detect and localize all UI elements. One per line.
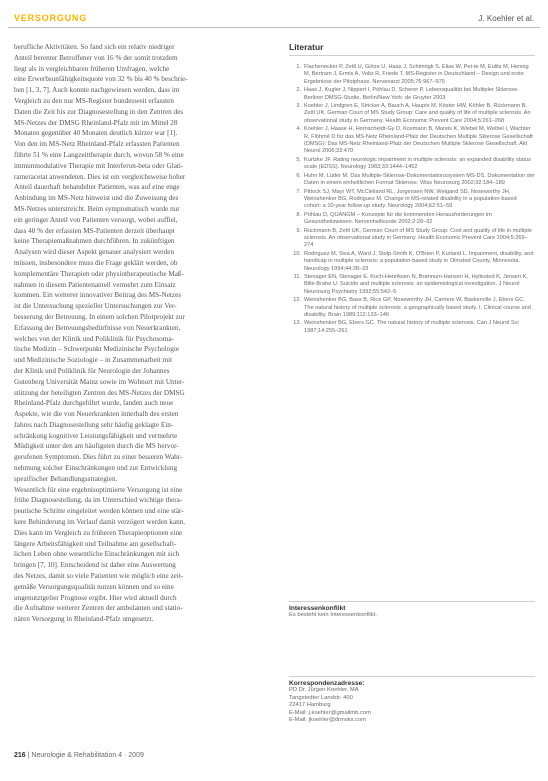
- literature-section: [289, 42, 535, 336]
- reference-text: Huhn M, Lüder M. Das Multiple-Sklerose-Dokumentationssystem MS-DS. Dokumentation der Daten in einem einheitlichen Format Sklerose. Wiss Neurosurg 2002;32:184–189: [304, 172, 535, 187]
- body-line: Jahres nach Diagnosestellung sehr häufig geklagte Ein-: [14, 420, 174, 429]
- reference-number: 7.: [296, 188, 301, 195]
- reference-number: 11.: [293, 273, 301, 280]
- body-line: MS-Netzes der DMSG Rheinland-Pfalz mit im Mittel 28: [14, 118, 178, 127]
- correspondence-address-box: [289, 676, 535, 725]
- body-line: ben [1, 3, 7]. Auch konnte nachgewiesen werden, dass im: [14, 86, 180, 95]
- body-line: frühe Diagnosestellung, da im Unterschied wichtige thera-: [14, 496, 183, 505]
- reference-item: [289, 297, 535, 319]
- body-line: liegt als in vergleichbaren früheren Umfragen, welche: [14, 64, 170, 73]
- reference-item: [289, 274, 535, 296]
- body-line: gemäße Versorgungsqualität nutzen können und so eine: [14, 582, 174, 591]
- body-line: nären Versorgung in Rheinland-Pfalz umgesetzt.: [14, 615, 154, 624]
- body-line: Anbindung im MS-Netz hinweist und die Zuweisung des: [14, 194, 179, 203]
- body-line: ist die Untersuchung spezieller Untersuchungen zur Ver-: [14, 302, 177, 311]
- page-footer: [14, 752, 144, 759]
- body-line: stützung der beteiligten Zentren des MS-Netzes der DMSG: [14, 388, 185, 397]
- body-line: komplementäre Therapien oder physiotherapeutische Maß-: [14, 269, 184, 278]
- body-line: Von den im MS-Netz Rheinland-Pfalz erfassten Patienten: [14, 140, 180, 149]
- body-line: schränkung kognitiver Leistungsfähigkeit und vermehrte: [14, 431, 178, 440]
- reference-number: 2.: [296, 87, 301, 94]
- body-line: nahmen in diesem Patientenanteil vermehrt zum Einsatz: [14, 280, 176, 289]
- body-line: besserung der Betreuung. In einem solchen Pilotprojekt zur: [14, 312, 185, 321]
- address-line: PD Dr. Jürgen Koehler, MA: [289, 687, 359, 693]
- reference-item: [289, 228, 535, 250]
- reference-number: 1.: [296, 64, 301, 70]
- reference-text: Koehler J, Haase H, Hornscheidt-Gy D, Kosmann B, Mareis K, Wiebel M, Weibel I, Wachter R, Flöhmé D für das MS-Netz Rheinland-Pfalz der Deutschen Multiple Sklerose Gesellschaft (DMSG): Das MS-Netz Rheinland-Pfalz der Deutschen Multiple Sklerose Gesellschaft. Akt Neurol 2006;33:470: [304, 126, 533, 155]
- reference-text: Rückmann B, Zettl UK, German Court of MS Study Group: Cost and quality of life in multiple sclerosis. An observational study in Germany. Health Economic Prevent Care 2004;5:269–274: [304, 227, 532, 249]
- reference-number: 6.: [296, 172, 301, 179]
- body-line: die Aufnahme weiterer Zentren der ambulanten und statio-: [14, 604, 183, 613]
- address-line: 22417 Hamburg: [289, 702, 331, 709]
- reference-item: [289, 87, 535, 102]
- reference-number: 5.: [296, 156, 301, 163]
- reference-text: Pittock SJ, Mayr WT, McClelland RL, Jorgensen NW, Weigand SD, Noseworthy JH, Weinshenker BG, Rodriguez M. Change in MS-related disability in a population-based cohort: a 10-year follow-up study. Neurology 2004;62:51–59: [304, 188, 517, 210]
- page-header: [0, 10, 548, 30]
- reference-list: [289, 64, 535, 335]
- conflict-of-interest-box: [289, 601, 535, 620]
- reference-item: [289, 251, 535, 273]
- body-line: Monaten gegenüber 40 Monaten deutlich kürzer war [1].: [14, 129, 178, 138]
- header-divider: [8, 27, 540, 28]
- address-line: E-Mail: jkoehler@drmsks.com: [289, 717, 367, 724]
- body-line: welches von der Klinik und Poliklinik für Psychosoma-: [14, 334, 174, 343]
- address-line: E-Mail: j.koehler@gmailmb.com: [289, 709, 371, 716]
- body-line: Erfassung der Betreuungsbedürfnisse von Neuerkrankten,: [14, 323, 181, 332]
- body-line: dass 40 % der erfassten MS-Patienten derzeit überhaupt: [14, 226, 175, 235]
- body-line: Daten die Zeit bis zur Diagnosestellung in den Zentren des: [14, 107, 184, 116]
- body-line: spezifischer Behandlungsstrategien.: [14, 474, 118, 483]
- section-label: VERSORGUNG: [14, 13, 88, 23]
- body-line: gerufenen Symptomen. Dies führt zu einer besseren Wahr-: [14, 453, 183, 462]
- body-line: Müdigkeit unter den am häufigsten durch die MS hervor-: [14, 442, 179, 451]
- body-line: nehmung solcher Einschränkungen und zur Entwicklung: [14, 464, 178, 473]
- body-line: und Medizinische Soziologie – in Zusammenarbeit mit: [14, 356, 173, 365]
- reference-text: Kurtzke JF. Rating neurologic impairment in multiple sclerosis: an expanded disability status scale (EDSS). Neurology 1983;33:1444–1452: [304, 156, 531, 171]
- body-line: immunmodulative Therapie mit Interferon-beta oder Glati-: [14, 161, 184, 170]
- body-line: keine Therapiemaßnahmen durchführen. In zukünftigen: [14, 237, 175, 246]
- reference-number: 10.: [293, 250, 301, 257]
- body-line: MS-Netzes unterstreicht. Beim symptomatisch wurde nur: [14, 204, 180, 213]
- body-line: kere Behinderung im Verlauf damit verzögert werden kann.: [14, 518, 186, 527]
- running-author: J. Koehler et al.: [478, 14, 534, 23]
- reference-text: Haas J, Kugler J, Nippert I, Pöhlau D, Scherer P. Lebensqualität bei Multipler Sklerose. Berliner DMSG-Studie. Berlin/New York: de Gruyter 2003: [304, 87, 519, 101]
- body-line: Anteil dauerhaft behandelter Patienten, was auf eine enge: [14, 183, 180, 192]
- body-line: ein geringer Anteil von Patienten versorgt, wobei auffiel,: [14, 215, 178, 224]
- reference-text: Weinshenker BG, Bass B, Rice GP, Noseworthy JH, Carriere W, Baskerville J, Ebers GC. The natural history of multiple sclerosis: a geographically based study. I. Clinical course and disability. Brain 1989;112:133–146: [304, 297, 531, 318]
- reference-text: Rodriguez M, Siva A, Ward J, Stolp-Smith K, O'Brien P, Kurland L. Impairment, disability, and handicap in multiple sclerosis: a population-based study in Olmsted County, Minnesota. Neurology 1994;44:28–33: [304, 250, 534, 272]
- body-line: berufliche Aktivitäten. So fand sich ein relativ niedriger: [14, 43, 175, 51]
- reference-text: Weinshenker BG, Ebers GC. The natural history of multiple sclerosis. Can J Neurol Sci 1987;14:255–261: [304, 320, 519, 334]
- body-text-column: [14, 42, 270, 625]
- body-line: Anteil berenter Betroffener von 16 % der somit trotzdem: [14, 53, 178, 62]
- reference-text: Flachenecker P, Zettl U, Götze U, Haas J, Schimrigk S, Elias W, Pet-te M, Eulitz M, Hennig M, Bertram J, Ermis A, Voltz R, Friede T. MS-Register in Deutschland – Design und erste Ergebnisse der Pilotphase. Nervenarzt 2005;76:967–975: [304, 64, 529, 85]
- address-line: Tangstedter Landstr. 400: [289, 694, 353, 701]
- body-line: ungenutztgelier Prognose ergibt. Hier wird aktuell durch: [14, 593, 177, 602]
- reference-number: 8.: [296, 211, 301, 218]
- body-line: Aspekte, wie die von Neuerkrankten innerhalb des ersten: [14, 410, 179, 419]
- reference-item: [289, 157, 535, 172]
- conflict-title: Interessenkonflikt: [289, 601, 535, 612]
- reference-item: [289, 103, 535, 125]
- address-title: Korrespondenzadresse:: [289, 676, 535, 687]
- reference-number: 12.: [293, 297, 301, 304]
- body-line: Rheinland-Pfalz durchgeführt wurde, fanden auch neue: [14, 399, 174, 408]
- address-lines: [289, 687, 535, 725]
- page-number: 216: [14, 752, 26, 759]
- body-line: peutische Schritte eingeleitet werden können und eine stär-: [14, 507, 184, 516]
- body-line: lichen Leben ohne wesentliche Einschränkungen mit sich: [14, 550, 180, 559]
- body-line: Analysen wird dieser Aspekt genauer analysiert werden: [14, 248, 175, 257]
- reference-number: 3.: [296, 103, 301, 110]
- body-line: bringen [7, 10]. Entscheidend ist daher eine Auswertung: [14, 561, 176, 570]
- reference-item: [289, 320, 535, 335]
- reference-number: 4.: [296, 126, 301, 133]
- reference-number: 13.: [293, 320, 301, 327]
- journal-name: | Neurologie & Rehabilitation 4 · 2009: [27, 752, 144, 759]
- reference-text: Koehler J, Lindgren E, Stricker A, Bauch A, Haupts M, Köster HW, Köhler B, Rückmann B, Zettl UK. German Court of MS Study Group: Care and quality of life of multiple sclerosis. An observational study in Germany. Health Economic Prevent Care 2004;5:261–268: [304, 103, 531, 124]
- body-line: rameracetat anwendeten. Dies ist ein vergleichsweise hoher: [14, 172, 186, 181]
- body-line: Wesentlich für eine ergebnisoptimierte Versorgung ist eine: [14, 485, 183, 494]
- body-line: Vergleich zu den nur MS-Register bundesweit erfassten: [14, 96, 174, 105]
- reference-item: [289, 64, 535, 86]
- reference-item: [289, 212, 535, 227]
- reference-item: [289, 189, 535, 211]
- conflict-text: Es besteht kein Interessenkonflikt.: [289, 612, 377, 618]
- body-line: kommen. Ein weiterer innovativer Beitrag des MS-Netzes: [14, 291, 182, 300]
- body-line: tische Medizin – Schwerpunkt Medizinische Psychologie: [14, 345, 180, 354]
- reference-number: 9.: [296, 227, 301, 234]
- body-line: eine Erwerbsunfähigkeitsquote von 32 % bis 40 % beschrie-: [14, 75, 188, 84]
- body-line: längere Arbeitsfähigkeit und Teilnahme am gesellschaft-: [14, 539, 177, 548]
- body-line: Gutenberg Universität Mainz sowie im Wohnort mit Unter-: [14, 377, 185, 386]
- literature-title: Literatur: [289, 42, 535, 56]
- body-line: des Netzes, damit so viele Patienten wie möglich eine zeit-: [14, 572, 184, 581]
- body-line: Dies kann im Vergleich zu früheren Therapieoptionen eine: [14, 528, 183, 537]
- body-line: müssen, insbesondere muss die Frage geklärt werden, ob: [14, 258, 178, 267]
- reference-item: [289, 173, 535, 188]
- body-line: der Klinik und Poliklinik für Neurologie der Johannes: [14, 366, 170, 375]
- reference-text: Stenager EN, Stenager E, Koch-Henriksen N, Brønnum-Hansen H, Hyllested K, Jensen K, Bille-Brahe U. Suicide and multiple sclerosis: an epidemiological investigation. J Neurol Neurosurg Psychiatry 1992;55:542–5: [304, 273, 528, 295]
- reference-text: Pöhlau D, QUANGM – Konzepte für die kommenden Herausforderungen im Gesundheitswesen. Nervenheilkunde 2002;2:28–32: [304, 211, 492, 226]
- reference-item: [289, 126, 535, 156]
- body-line: führte 51 % eine Langzeittherapie durch, wovon 58 % eine: [14, 150, 184, 159]
